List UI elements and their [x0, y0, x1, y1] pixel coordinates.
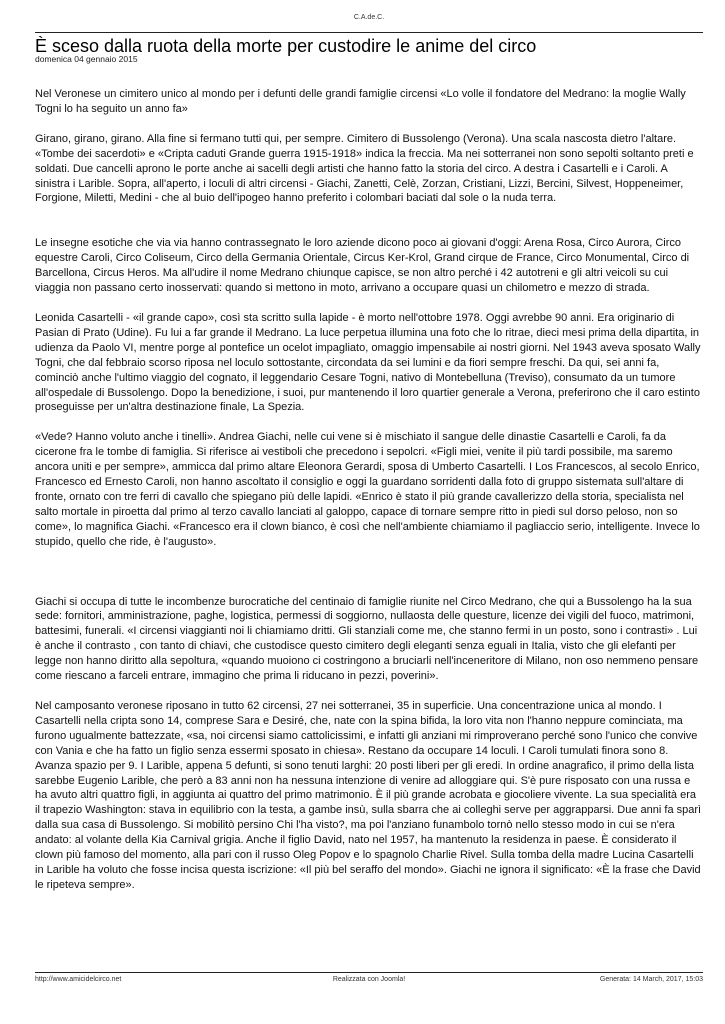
article-body [35, 87, 703, 893]
footer-generated: Generata: 14 March, 2017, 15:03 [599, 976, 703, 983]
paragraph: Nel Veronese un cimitero unico al mondo per i defunti delle grandi famiglie circensi «Lo volle il fondatore del Medrano: la moglie Wally Togni lo ha seguito un anno fa» [35, 88, 686, 115]
article-date: domenica 04 gennaio 2015 [35, 54, 138, 64]
paragraph: «Vede? Hanno voluto anche i tinelli». Andrea Giachi, nelle cui vene si è mischiato il sangue delle dinastie Casartelli e Caroli, fa da cicerone fra le tombe di famiglia. Si riferisce ai vestiboli che precedono i sepolcri. «Figli miei, venite il più tardi possibile, ma saremo ancora uniti e per sempre», ammicca dal primo altare Eleonora Gerardi, sposa di Umberto Casartelli. I Los Francescos, al secolo Enrico, Francesco ed Ernesto Caroli, non hanno ascoltato il consiglio e oggi la guardano sorridenti dalla foto di gruppo sistemata sull'altare di fronte, ornato con tre ferri di cavallo che spiegano più delle lapidi. «Enrico è stato il più grande cavallerizzo della storia, specialista nel salto mortale in piroetta dal primo al terzo cavallo lanciati al galoppo, capace di tornare sempre ritto in piedi sul dorso peloso, non so come», lo magnifica Giachi. «Francesco era il clown bianco, è così che nell'ambiente chiamiamo il pagliaccio serio, intelligente. Invece lo stupido, quello che ride, è l'augusto». [35, 431, 700, 548]
article-title: È sceso dalla ruota della morte per custodire le anime del circo [35, 36, 537, 56]
paragraph: Girano, girano, girano. Alla fine si fermano tutti qui, per sempre. Cimitero di Bussolengo (Verona). Una scala nascosta dietro l'altare. «Tombe dei sacerdoti» e «Cripta caduti Grande guerra 1915-1918» indica la freccia. Ma nei sotterranei non sono sepolti soltanto preti e soldati. Due cancelli aprono le porte anche ai sacelli degli artisti che hanno fatto la storia del circo. A destra i Casartelli e i Caroli. A sinistra i Larible. Sopra, all'aperto, i loculi di altri circensi - Giachi, Zanetti, Celè, Zorzan, Cristiani, Lizzi, Bercini, Silvest, Hoppeneimer, Forgione, Miletti, Medini - che al buio dell'ipogeo hanno preferito i colombari baciati dal sole o la nuda terra. [35, 132, 694, 205]
page-footer [35, 976, 703, 986]
paragraph: Nel camposanto veronese riposano in tutto 62 circensi, 27 nei sotterranei, 35 in superficie. Una concentrazione unica al mondo. I Casartelli nella cripta sono 14, comprese Sara e Desiré, che, nate con la spina bifida, la loro vita non l'hanno neppure cominciata, ma furono ugualmente battezzate, «sa, noi circensi siamo cattolicissimi, e infatti gli anziani mi rimproverano perché sono l'unico che convive con Vania e che ha fatto un figlio senza essermi sposato in chiesa». Restano da occupare 14 loculi. I Caroli tumulati finora sono 8. Avanza spazio per 9. I Larible, appena 5 defunti, si sono tenuti larghi: 20 posti liberi per gli eredi. In ordine anagrafico, il primo della lista sarebbe Eugenio Larible, che però a 83 anni non ha nessuna intenzione di venire ad alloggiare qui. S'è pure risposato con una russa e ha avuto altri quattro figli, in aggiunta ai quattro del primo matrimonio. È il più grande acrobata e giocoliere vivente. La sua specialità era il trapezio Washington: stava in equilibrio con la testa, a gambe insù, sulla sbarra che ai colleghi serve per aggrapparsi. Due anni fa sparì dalla sua casa di Bussolengo. Si mobilitò persino Chi l'ha visto?, ma poi l'anziano funambolo tornò nello stesso modo in cui se n'era andato: al volante della Kia Carnival grigia. Anche il figlio David, nato nel 1957, ha mantenuto la residenza in paese. È considerato il clown più famoso del momento, alla pari con il russo Oleg Popov e lo spagnolo Charlie Rivel. Sulla tomba della madre Lucina Casartelli in Larible ha voluto che fosse incisa questa iscrizione: «Il più bel seraffo del mondo». Giachi ne ignora il significato: «È la frase che David le ripeteva sempre». [35, 700, 702, 891]
footer-made-with: Realizzata con Joomla! [332, 976, 406, 983]
paragraph: Leonida Casartelli - «il grande capo», così sta scritto sulla lapide - è morto nell'ottobre 1978. Oggi avrebbe 90 anni. Era originario di Pasian di Prato (Udine). Fu lui a far grande il Medrano. La luce perpetua illumina una foto che lo ritrae, dieci mesi prima della dipartita, in udienza da Paolo VI, mentre porge al pontefice un ocelot impagliato, omaggio impensabile ai nostri giorni. Nel 1943 aveva sposato Wally Togni, che dal febbraio scorso riposa nel loculo sottostante, circondata da sei lumini e da fiori sempre freschi. Da qui, sei anni fa, cominciò anche l'ultimo viaggio del cognato, il leggendario Cesare Togni, nativo di Montebelluna (Treviso), consumato da un tumore all'ospedale di Bussolengo. Dopo la benedizione, i suoi, pur mantenendo il loro quartier generale a Verona, preferirono che il caro estinto proseguisse per un'altra destinazione finale, La Spezia. [35, 311, 701, 414]
footer-divider [35, 972, 703, 973]
paragraph: Le insegne esotiche che via via hanno contrassegnato le loro aziende dicono poco ai giovani d'oggi: Arena Rosa, Circo Aurora, Circo equestre Caroli, Circo Coliseum, Circo della Germania Orientale, Circus Ker-Krol, Grand cirque de France, Circo Monumental, Circo di Barcellona, Circus Heros. Ma all'udire il nome Medrano chiunque capisce, se non altro perché i 42 autotreni e gli altri veicoli su cui viaggia non passano certo inosservati: quando si mettono in moto, arrivano a occupare quasi un chilometro e mezzo di strada. [35, 237, 690, 295]
footer-url-link[interactable]: http://www.amicidelcirco.net [35, 976, 122, 983]
site-header: C.A.de.C. [353, 14, 385, 21]
paragraph: Giachi si occupa di tutte le incombenze burocratiche del centinaio di famiglie riunite nel Circo Medrano, che qui a Bussolengo ha la sua sede: fornitori, amministrazione, paghe, logistica, permessi di soggiorno, nullaosta delle questure, licenze dei vigili del fuoco, matrimoni, battesimi, funerali. «I circensi viaggianti noi li chiamiamo dritti. Gli stanziali come me, che stanno fermi in un posto, sono i contrasti» . Lui è anche il contrasto , con tanto di chiavi, che custodisce questo cimitero degli eleganti senza eguali in Italia, visto che gli elefanti per legge non hanno diritto alla sepoltura, «quando muoiono ci costringono a bruciarli nell'inceneritore di Milano, non oso nemmeno pensare come riescano a farceli entrare, immagino che prima li riducano in pezzi, poverini». [35, 595, 699, 683]
header-divider [35, 32, 703, 33]
